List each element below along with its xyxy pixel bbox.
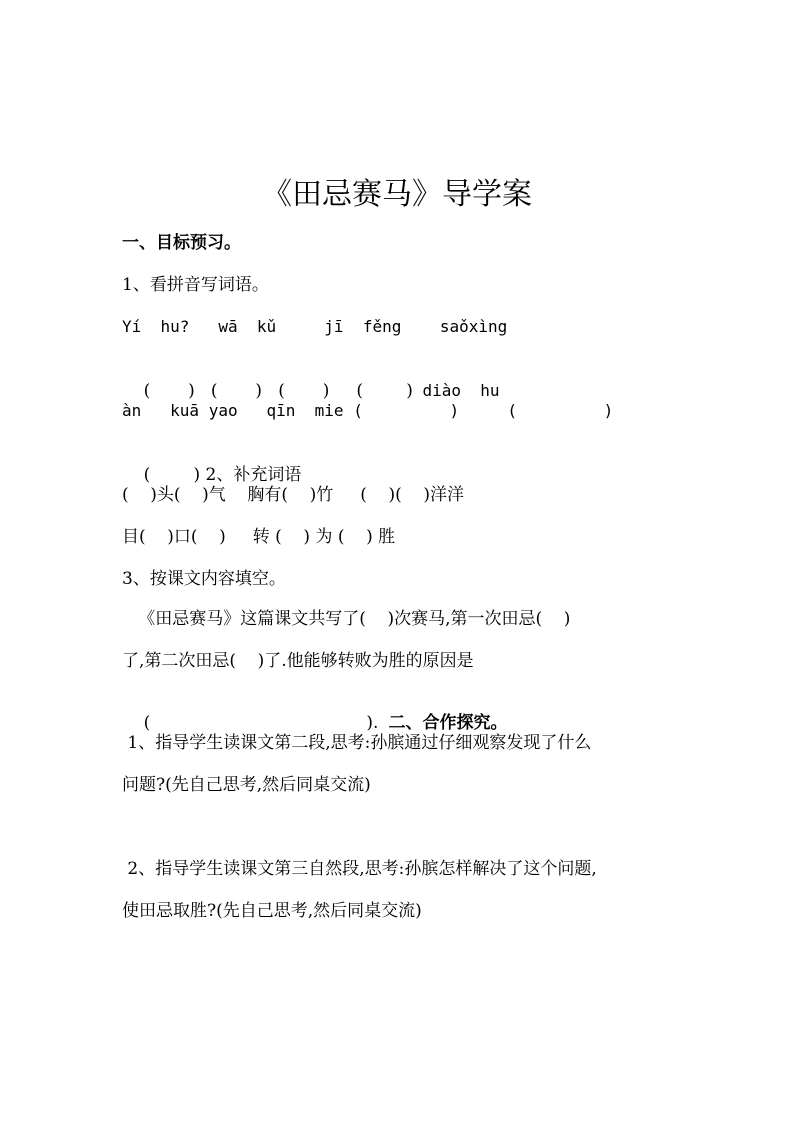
- question-3-paragraph-line-2: 了,第二次田忌( )了.他能够转败为胜的原因是: [122, 651, 474, 671]
- pinyin-row-2: àn kuā yao qīn mie ( ) ( ): [122, 401, 614, 420]
- idiom-fill-row-2: 目( )口( ) 转 ( ) 为 ( ) 胜: [122, 527, 396, 547]
- section-heading-preview: 一、目标预习。: [122, 233, 241, 253]
- task-2-line-1: 2、指导学生读课文第三自然段,思考:孙膑怎样解决了这个问题,: [122, 859, 597, 879]
- task-1-line-1: 1、指导学生读课文第二段,思考:孙膑通过仔细观察发现了什么: [122, 733, 592, 753]
- page-title: 《田忌赛马》导学案: [262, 177, 532, 212]
- pinyin-tail: diào hu: [412, 381, 500, 400]
- question-3-heading: 3、按课文内容填空。: [122, 569, 286, 589]
- task-1-line-2: 问题?(先自己思考,然后同桌交流): [122, 775, 371, 795]
- section-heading-inquiry: 二、合作探究。: [388, 713, 508, 733]
- question-1-heading: 1、看拼音写词语。: [122, 275, 269, 295]
- question-2-heading: 2、补充词语: [200, 465, 302, 485]
- idiom-fill-row-1: ( )头( )气 胸有( )竹 ( )( )洋洋: [122, 485, 465, 505]
- answer-blank-long: ( ).: [143, 713, 379, 733]
- question-3-paragraph-line-1: 《田忌赛马》这篇课文共写了( )次赛马,第一次田忌( ): [122, 609, 571, 629]
- answer-blank: ( ): [143, 465, 201, 485]
- task-2-line-2: 使田忌取胜?(先自己思考,然后同桌交流): [122, 901, 422, 921]
- pinyin-row-1: Yí hu? wā kǔ jī fěng saǒxìng: [122, 317, 508, 336]
- answer-blanks: ( ) ( ) ( ) ( ): [143, 381, 413, 401]
